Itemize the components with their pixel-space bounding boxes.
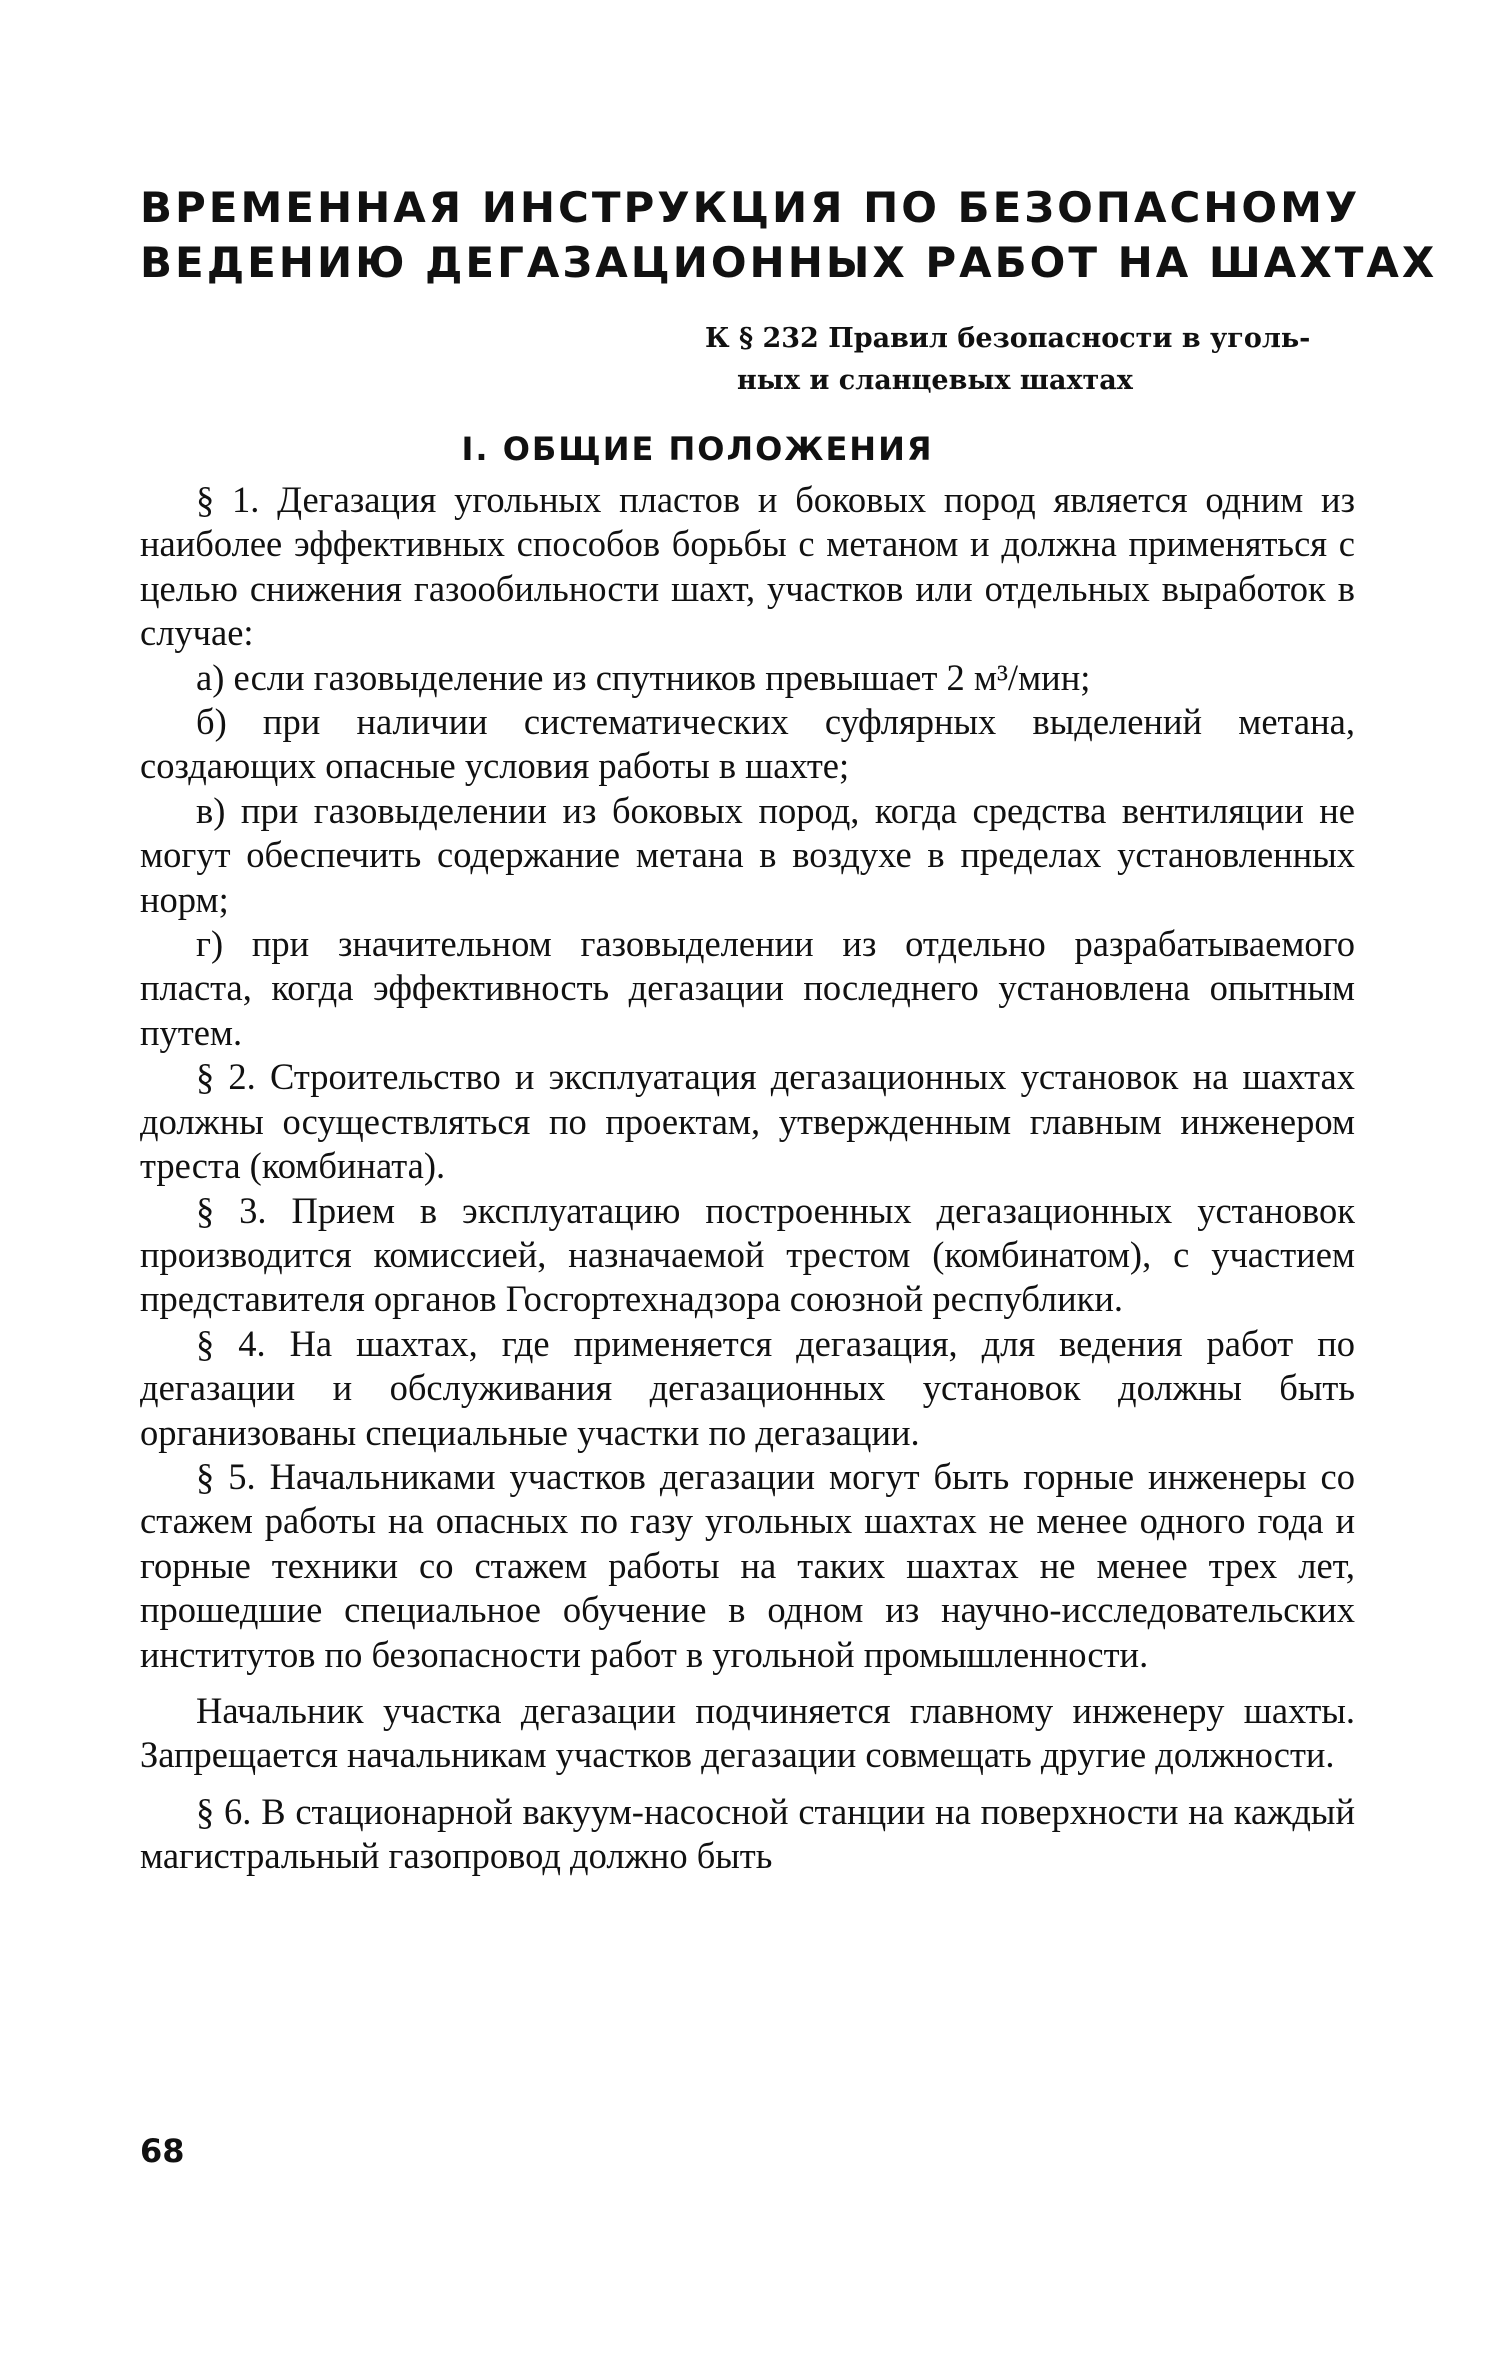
paragraph-6: § 6. В стационарной вакуум-насосной станции на поверхности на каждый магистральный газопровод должно быть (140, 1790, 1355, 1877)
page-number: 68 (140, 2132, 185, 2170)
paragraph-1: § 1. Дегазация угольных пластов и боковых пород является одним из наиболее эффективных способов борьбы с метаном и должна применяться с целью снижения газообильности шахт, участков или отдельных выработок в случае: (140, 479, 1355, 654)
paragraph-2: § 2. Строительство и эксплуатация дегазационных установок на шахтах должны осуществляться по проектам, утвержденным главным инженером треста (комбината). (140, 1056, 1355, 1187)
item-b: б) при наличии систематических суфлярных выделений метана, создающих опасные условия работы в шахте; (140, 701, 1355, 787)
item-g: г) при значительном газовыделении из отдельно разрабатываемого пласта, когда эффективность дегазации последнего установлена опытным путем. (140, 923, 1355, 1053)
title-line-2: ВЕДЕНИЮ ДЕГАЗАЦИОННЫХ РАБОТ НА ШАХТАХ (140, 238, 1438, 287)
section-heading: I. ОБЩИЕ ПОЛОЖЕНИЯ (461, 430, 934, 468)
rule-reference (705, 318, 1355, 402)
paragraph-5: § 5. Начальниками участков дегазации могут быть горные инженеры со стажем работы на опасных по газу угольных шахтах не менее одного года и горные техники со стажем работы на таких шахтах не менее трех лет, прошедшие специальное обучение в одном из научно-исследовательских институтов по безопасности работ в угольной промышленности. (140, 1455, 1355, 1675)
page-content (140, 180, 1438, 1879)
document-title (140, 180, 1438, 290)
rule-reference-line-2: ных и сланцевых шахтах (737, 365, 1133, 396)
item-v: в) при газовыделении из боковых пород, когда средства вентиляции не могут обеспечить содержание метана в воздухе в пределах установленных норм; (140, 789, 1355, 920)
paragraph-4: § 4. На шахтах, где применяется дегазация, для ведения работ по дегазации и обслуживания дегазационных установок должны быть организованы специальные участки по дегазации. (140, 1322, 1355, 1453)
title-line-1: ВРЕМЕННАЯ ИНСТРУКЦИЯ ПО БЕЗОПАСНОМУ (140, 183, 1361, 232)
paragraph-5-continued: Начальник участка дегазации подчиняется главному инженеру шахты. Запрещается начальникам участков дегазации совмещать другие должности. (140, 1689, 1355, 1776)
paragraph-3: § 3. Прием в эксплуатацию построенных дегазационных установок производится комиссией, назначаемой трестом (комбинатом), с участием представителя органов Госгортехнадзора союзной республики. (140, 1189, 1355, 1320)
rule-reference-line-1: К § 232 Правил безопасности в уголь- (705, 323, 1311, 354)
body-text (140, 478, 1355, 1879)
item-a: а) если газовыделение из спутников превышает 2 м³/мин; (196, 656, 1091, 698)
